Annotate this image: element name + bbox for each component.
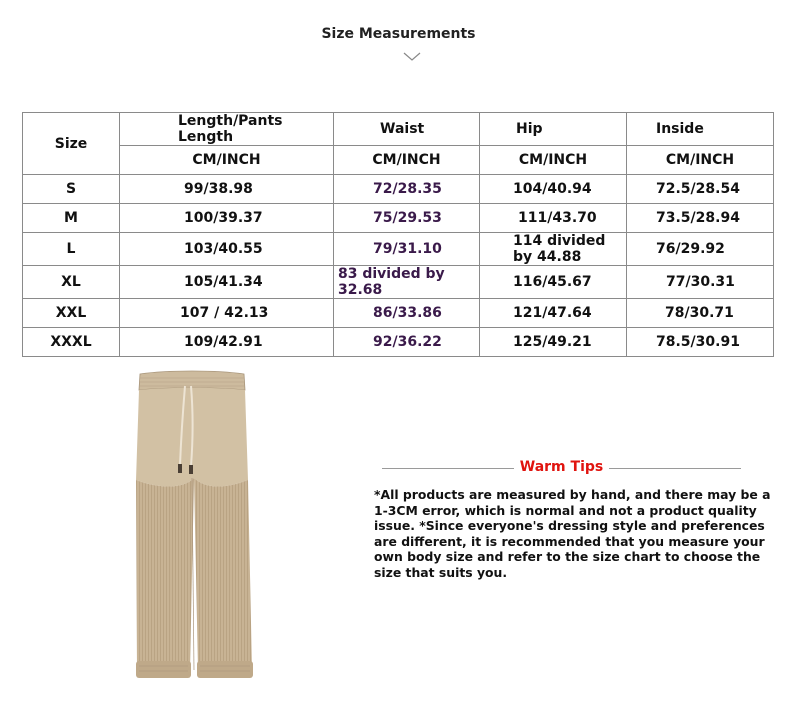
- unit-label: CM/INCH: [334, 146, 480, 175]
- unit-row: [23, 146, 774, 175]
- size-cell: XXL: [23, 299, 120, 328]
- hip-cell: 121/47.64: [480, 299, 627, 328]
- pants-image: [127, 370, 257, 682]
- length-header: Length/Pants Length: [120, 113, 334, 146]
- table-row: [23, 328, 774, 357]
- length-cell: 103/40.55: [120, 233, 334, 266]
- size-chart-table: [22, 112, 774, 357]
- table-row: [23, 175, 774, 204]
- inside-header: Inside: [627, 113, 774, 146]
- size-cell: S: [23, 175, 120, 204]
- divider-right: [609, 468, 741, 469]
- inside-cell: 73.5/28.94: [627, 204, 774, 233]
- waist-cell: 72/28.35: [334, 175, 480, 204]
- unit-label: CM/INCH: [627, 146, 774, 175]
- warm-tips-text: *All products are measured by hand, and there may be a 1-3CM error, which is normal and not a product quality issue. *Since everyone's dressing style and preferences are different, it is recommended that you measure your own body size and refer to the size chart to choose the size that suits you.: [374, 487, 771, 580]
- hip-header: Hip: [480, 113, 627, 146]
- table-row: [23, 299, 774, 328]
- hip-cell: 111/43.70: [480, 204, 627, 233]
- size-cell: M: [23, 204, 120, 233]
- inside-cell: 72.5/28.54: [627, 175, 774, 204]
- table-row: [23, 266, 774, 299]
- chevron-down-icon: [403, 52, 421, 62]
- inside-cell: 76/29.92: [627, 233, 774, 266]
- size-cell: XXXL: [23, 328, 120, 357]
- length-cell: 99/38.98: [120, 175, 334, 204]
- hip-cell: 104/40.94: [480, 175, 627, 204]
- table-row: [23, 233, 774, 266]
- hip-cell: 116/45.67: [480, 266, 627, 299]
- waist-header: Waist: [334, 113, 480, 146]
- size-header: Size: [23, 113, 120, 175]
- unit-label: CM/INCH: [480, 146, 627, 175]
- waist-cell: 83 divided by 32.68: [334, 266, 480, 299]
- waist-cell: 86/33.86: [334, 299, 480, 328]
- inside-cell: 77/30.31: [627, 266, 774, 299]
- inside-cell: 78/30.71: [627, 299, 774, 328]
- inside-cell: 78.5/30.91: [627, 328, 774, 357]
- length-cell: 109/42.91: [120, 328, 334, 357]
- waist-cell: 92/36.22: [334, 328, 480, 357]
- length-cell: 105/41.34: [120, 266, 334, 299]
- hip-cell: 125/49.21: [480, 328, 627, 357]
- length-cell: 100/39.37: [120, 204, 334, 233]
- page-title: Size Measurements: [321, 26, 476, 42]
- waist-cell: 79/31.10: [334, 233, 480, 266]
- waist-cell: 75/29.53: [334, 204, 480, 233]
- divider-left: [382, 468, 514, 469]
- length-cell: 107 / 42.13: [120, 299, 334, 328]
- size-cell: L: [23, 233, 120, 266]
- table-header-row: [23, 113, 774, 146]
- warm-tips-title: Warm Tips: [519, 459, 604, 475]
- size-cell: XL: [23, 266, 120, 299]
- unit-label: CM/INCH: [120, 146, 334, 175]
- table-row: [23, 204, 774, 233]
- hip-cell: 114 divided by 44.88: [480, 233, 627, 266]
